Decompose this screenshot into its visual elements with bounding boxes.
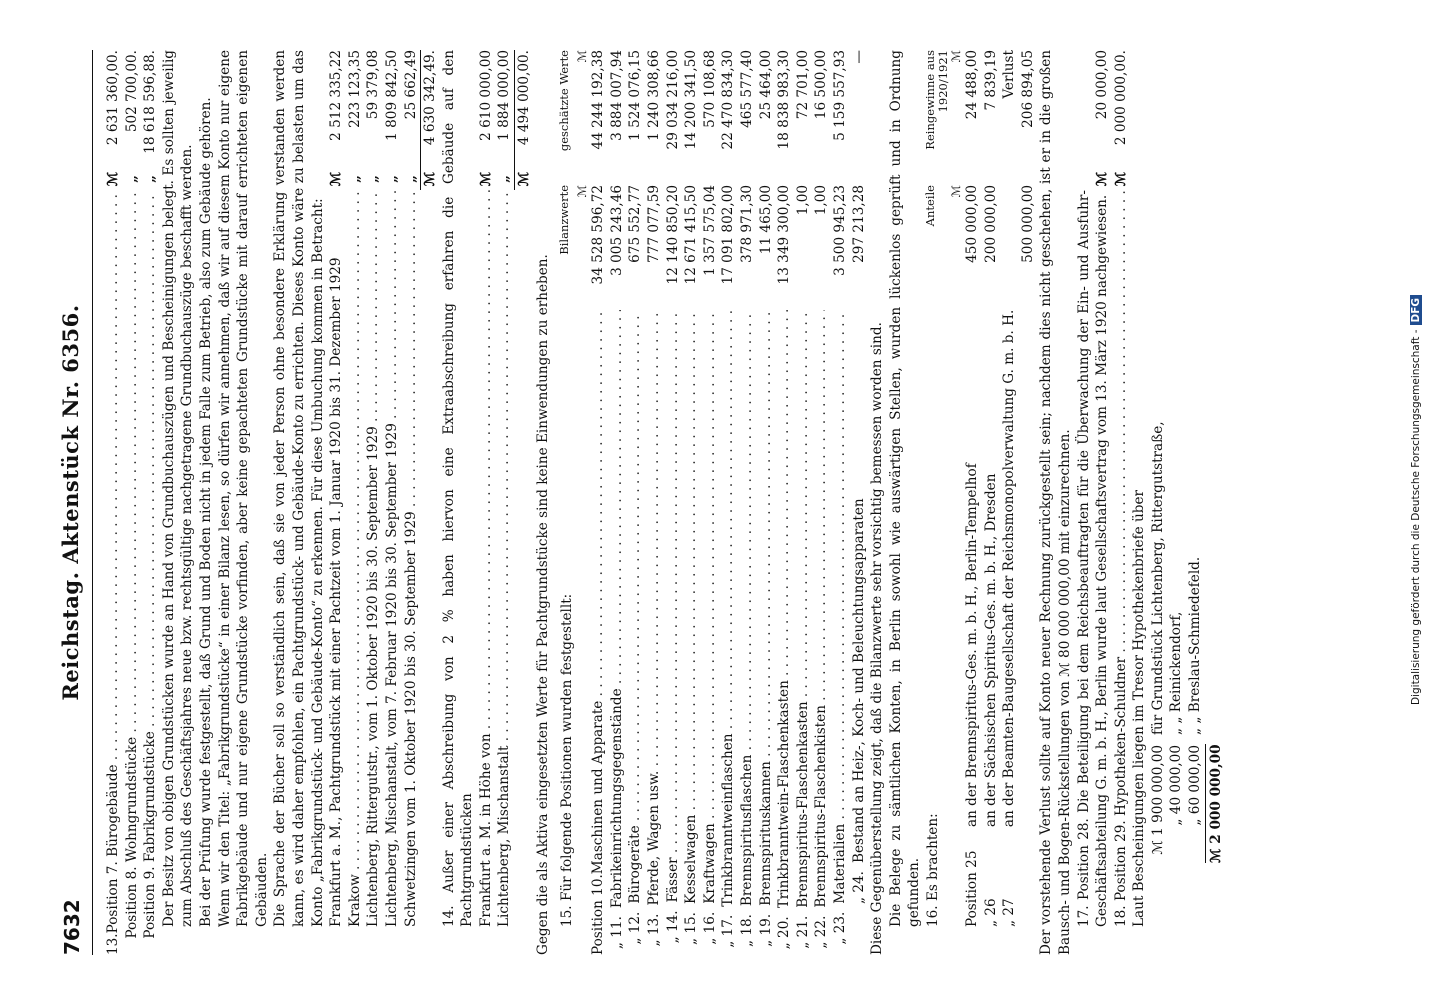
estimated-value: 44 244 192,38 bbox=[590, 50, 607, 150]
table-row bbox=[645, 50, 664, 955]
profit-value: 24 488,00 bbox=[963, 50, 980, 120]
table-row bbox=[719, 50, 738, 955]
page-title: Reichstag. Aktenstück Nr. 6356. bbox=[58, 304, 83, 701]
balance-value: 3 500 945,23 bbox=[831, 185, 848, 276]
position-label: Trinkbranntwein-Flaschenkasten . . . bbox=[775, 310, 794, 908]
balance-value: 12 671 415,50 bbox=[683, 185, 700, 285]
currency-symbol: „ bbox=[496, 175, 513, 183]
estimated-value: 5 159 557,93 bbox=[831, 50, 848, 141]
position-label: Brennspiritus-Flaschenkisten . . . bbox=[812, 310, 831, 908]
estimated-value: 18 838 983,30 bbox=[776, 50, 793, 150]
table-row bbox=[664, 50, 683, 955]
depreciation-total-row bbox=[514, 50, 534, 955]
currency-symbol: ℳ bbox=[328, 171, 345, 187]
amount: 1 884 000,00 bbox=[496, 50, 513, 141]
digitization-note bbox=[1410, 0, 1422, 1000]
currency-symbol: ℳ bbox=[420, 168, 440, 190]
balance-value: 11 465,00 bbox=[757, 185, 774, 255]
section-15 bbox=[558, 50, 924, 955]
position-number: Position 25 bbox=[963, 850, 980, 927]
column-header: Anteile bbox=[922, 185, 937, 227]
position-label: an der Brennspiritus-Ges. m. b. H., Berlin-Tempelhof bbox=[963, 463, 980, 827]
column-header: Bilanzwerte bbox=[557, 185, 572, 255]
mortgage-amount: „ 60 000,00 bbox=[1187, 745, 1204, 826]
section-intro: 15. Für folgende Positionen wurden festgestellt: bbox=[559, 593, 576, 927]
position-number: „ 17. bbox=[720, 914, 737, 948]
balance-value: 675 552,77 bbox=[627, 185, 644, 263]
paragraph: 17. Position 28. Die Beteiligung bei dem Reichsbeauftragten für die Überwachung der Ein- und Ausfuhr-Geschäftsabteilung G. m. b. H., Berlin wurde laut Gesellschaftsvertrag vom 13. März 1920 nachgewiesen. bbox=[1075, 190, 1111, 927]
lease-total-row bbox=[420, 50, 440, 955]
table-row bbox=[701, 50, 720, 955]
estimated-value: 1 524 076,15 bbox=[627, 50, 644, 141]
position-number: „ 22. bbox=[813, 915, 830, 949]
section-13 bbox=[104, 50, 440, 955]
table-row bbox=[982, 50, 1001, 955]
spacer bbox=[950, 310, 963, 955]
depreciation-total: 4 494 000,00. bbox=[514, 50, 534, 168]
document-body bbox=[104, 50, 1225, 955]
amount: 223 123,35 bbox=[346, 50, 363, 128]
page-header bbox=[58, 50, 93, 955]
paragraph: Bei der Prüfung wurde festgestellt, daß Grund und Boden nicht in jedem Falle zum Betrieb, also zum Gebäude gehören. bbox=[197, 97, 214, 927]
column-unit: ℳ bbox=[948, 50, 963, 63]
dfg-logo: DFG bbox=[1410, 295, 1422, 326]
balance-value: 1,00 bbox=[794, 185, 811, 216]
position-number: „ 12. bbox=[627, 911, 644, 945]
balance-value: 17 091 802,00 bbox=[720, 185, 737, 285]
currency-symbol: ℳ bbox=[105, 171, 121, 187]
position-label: Brennspiritusflaschen . . . bbox=[738, 310, 757, 906]
paragraph: Wenn wir den Titel: „Fabrikgrundstücke“ in einer Bilanz lesen, so dürfen wir annehmen, daß wir auf diesem Konto nur eigene Fabrikgebäude und nur eigene Grundstücke vorfinden, aber keine gepachteten Grundstücke mit darauf errichteten eigenen Gebäuden. bbox=[216, 50, 270, 927]
balance-value: 1,00 bbox=[813, 185, 830, 216]
profit-value: Verlust bbox=[1001, 50, 1018, 99]
estimated-value: 465 577,40 bbox=[739, 50, 755, 128]
balance-value: 378 971,30 bbox=[739, 185, 755, 263]
column-header: Reingewinne aus 1920/1921 bbox=[922, 50, 950, 150]
position-label: Maschinen und Apparate . . . bbox=[589, 310, 608, 874]
position-label: Kesselwagen . . . bbox=[682, 310, 701, 904]
estimated-value: 22 470 834,30 bbox=[720, 50, 737, 150]
lease-label: Frankfurt a. M., Pachtgrundstück mit einer Pachtzeit vom 1. Januar 1920 bis 31. Dezember 1929 bbox=[328, 257, 345, 927]
profit-value: 7 839,19 bbox=[982, 50, 999, 111]
currency-symbol: „ bbox=[365, 175, 382, 183]
position-label: Brennspirituskannen . . . bbox=[757, 310, 776, 906]
amount: 2 610 000,00 bbox=[477, 50, 494, 141]
table-row bbox=[1019, 50, 1038, 955]
lease-row bbox=[402, 50, 421, 955]
share-value: 500 000,00 bbox=[1019, 185, 1036, 263]
mortgage-amount: ℳ 1 900 000,00 bbox=[1149, 745, 1166, 855]
position-label: Position 7. Bürogebäude . . . bbox=[104, 190, 123, 933]
table-row bbox=[682, 50, 701, 955]
amount: 25 662,49 bbox=[402, 50, 419, 120]
currency-symbol: ℳ bbox=[1094, 171, 1111, 187]
depreciation-label: Lichtenberg, Mischanstalt . . . bbox=[495, 190, 514, 955]
lease-total: 4 630 342,49. bbox=[420, 50, 440, 168]
mortgage-total: ℳ 2 000 000,00 bbox=[1205, 744, 1226, 863]
table-row bbox=[608, 50, 627, 955]
position-label: an der Beamten-Baugesellschaft der Reichsmonopolverwaltung G. m. b. H. bbox=[1001, 310, 1018, 828]
currency-symbol: „ bbox=[402, 175, 419, 183]
position-number: „ 27 bbox=[1001, 898, 1018, 927]
position-number: „ 21. bbox=[794, 915, 811, 949]
paragraph: Die Belege zu sämtlichen Konten, in Berlin sowohl wie auswärtigen Stellen, wurden lückenlos geprüft und in Ordnung gefunden. bbox=[887, 50, 923, 927]
spacer bbox=[141, 939, 160, 955]
lease-row bbox=[327, 50, 346, 955]
position-label: Kraftwagen . . . bbox=[701, 310, 720, 904]
amount: 1 809 842,50 bbox=[383, 50, 400, 141]
paragraph: Die Sprache der Bücher soll so verständlich sein, daß sie von jeder Person ohne besondere Erklärung verstanden werden kann, es wird daher empfohlen, ein Pachtgrundstück- und Gebäude-Konto zu errichten. Dieses Konto wäre zu belasten um das Konto „Fabrikgrundstück- und Gebäude-Konto“ zu erkennen. Für diese Umbuchung kommen in Betracht: bbox=[272, 50, 326, 927]
table-row bbox=[775, 50, 794, 955]
lease-row bbox=[346, 50, 365, 955]
participation-row bbox=[1075, 50, 1112, 955]
table-row bbox=[738, 50, 757, 955]
balance-value: 12 140 850,20 bbox=[664, 185, 681, 285]
paragraph: 14. Außer einer Abschreibung von 2 % haben hiervon eine Extraabschreibung erfahren die Gebäude auf den Pachtgrundstücken bbox=[440, 50, 476, 927]
depreciation-row bbox=[477, 50, 496, 955]
mortgage-item bbox=[1186, 50, 1205, 955]
position-label: Bestand an Heiz-, Koch- und Beleuchtungsapparaten bbox=[850, 498, 867, 863]
currency-symbol: ℳ bbox=[514, 168, 534, 190]
asset-table bbox=[589, 50, 868, 955]
mortgage-label: 18. Position 29. Hypotheken-Schuldner . . . bbox=[1112, 190, 1131, 955]
lease-row bbox=[364, 50, 383, 955]
estimated-value: 29 034 216,00 bbox=[664, 50, 681, 150]
column-header: geschätzte Werte bbox=[557, 50, 572, 152]
position-number: „ 11. bbox=[608, 916, 625, 950]
column-unit: ℳ bbox=[948, 185, 963, 198]
currency-symbol: „ bbox=[346, 175, 363, 183]
currency-symbol: ℳ bbox=[477, 171, 494, 187]
table-row bbox=[963, 50, 982, 955]
position-row bbox=[104, 50, 123, 955]
estimated-value: 570 108,68 bbox=[701, 50, 718, 128]
position-label: Pferde, Wagen usw. . . . bbox=[645, 310, 664, 906]
position-number: „ 24. bbox=[850, 871, 867, 904]
balance-value: 13 349 300,00 bbox=[776, 185, 793, 285]
mortgage-item bbox=[1149, 50, 1168, 955]
mortgage-total-row bbox=[1205, 50, 1226, 955]
position-label: Position 8. Wohngrundstücke . . . bbox=[123, 190, 142, 939]
paragraph: Laut Bescheinigungen liegen im Tresor Hypothekenbriefe über bbox=[1131, 490, 1148, 927]
mortgage-amount: „ 40 000,00 bbox=[1168, 745, 1185, 826]
estimated-value: 72 701,00 bbox=[794, 50, 811, 120]
spacer bbox=[514, 190, 534, 955]
table-row bbox=[1000, 50, 1019, 955]
section-18 bbox=[1112, 50, 1226, 955]
table-row bbox=[831, 50, 850, 955]
currency-symbol: „ bbox=[142, 175, 159, 183]
position-row bbox=[141, 50, 160, 955]
depreciation-row bbox=[495, 50, 514, 955]
amount: 20 000,00 bbox=[1094, 50, 1111, 120]
position-label: Trinkbranntweinflaschen . . . bbox=[719, 310, 738, 907]
balance-value: 34 528 596,72 bbox=[590, 185, 607, 285]
position-number: „ 26 bbox=[982, 898, 999, 927]
position-number: „ 19. bbox=[757, 913, 774, 947]
estimated-value: 16 500,00 bbox=[813, 50, 830, 120]
table-row bbox=[589, 50, 608, 955]
mortgage-row bbox=[1112, 50, 1131, 955]
paragraph: Der vorstehende Verlust sollte auf Konto neuer Rechnung zurückgestellt sein; nachdem dies nicht geschehen, ist er in die großen Bausch- und Bogen-Rückstellungen von ℳ 80 000 000,00 mit einzurechnen. bbox=[1038, 50, 1073, 955]
position-label: Materialien . . . bbox=[831, 310, 850, 904]
table-row bbox=[794, 50, 813, 955]
lease-label: Schwetzingen vom 1. Oktober 1920 bis 30. September 1929 . . . bbox=[402, 190, 421, 955]
table-row bbox=[850, 50, 869, 955]
amount: 2 631 360,00. bbox=[105, 50, 121, 146]
lease-label: Lichtenberg, Rittergutstr., vom 1. Oktober 1920 bis 30. September 1929 . . . bbox=[364, 190, 383, 955]
position-label: Bürogeräte . . . bbox=[626, 310, 645, 904]
position-number: „ 15. bbox=[683, 912, 700, 945]
unit-row bbox=[576, 50, 589, 955]
lease-row bbox=[383, 50, 402, 955]
position-number: „ 16. bbox=[701, 911, 718, 945]
amount: 59 379,08 bbox=[365, 50, 382, 120]
balance-value: 297 213,28 bbox=[850, 185, 867, 263]
amount: 18 618 596,88. bbox=[142, 50, 159, 154]
position-row bbox=[123, 50, 142, 955]
spacer bbox=[123, 939, 142, 955]
position-number: „ 23. bbox=[831, 911, 848, 945]
position-label: an der Sächsischen Spiritus-Ges. m. b. H., Dresden bbox=[982, 473, 999, 827]
currency-symbol: ℳ bbox=[1112, 171, 1129, 187]
paragraph: Der Besitz von obigen Grundstücken wurde an Hand von Grundbuchauszügen und Bescheinigungen belegt. Es sollten jeweilig zum Abschluß des Geschäftsjahres neue bzw. rechtsgültige nachgetragene Grundbuchauszüge beschafft werden. bbox=[160, 50, 196, 927]
lease-label: Lichtenberg, Mischanstalt, vom 7. Februar 1920 bis 30. September 1929 . . . bbox=[383, 190, 402, 955]
profit-value: 206 894,05 bbox=[1019, 50, 1036, 128]
estimated-value: 25 464,00 bbox=[757, 50, 774, 120]
position-number: „ 14. bbox=[664, 910, 681, 944]
mortgage-property: „ „ Reinickendorf, bbox=[1168, 611, 1185, 735]
column-unit: ℳ bbox=[575, 185, 590, 198]
depreciation-label: Frankfurt a. M. in Höhe von . . . bbox=[477, 190, 496, 955]
share-value: 200 000,00 bbox=[982, 185, 999, 263]
position-number: „ 13. bbox=[646, 913, 663, 947]
paragraph: Diese Gegenüberstellung zeigt, daß die Bilanzwerte sehr vorsichtig bemessen worden sind. bbox=[869, 322, 886, 955]
amount: 2 512 335,22 bbox=[328, 50, 345, 141]
position-label: Position 9. Fabrikgrundstücke . . . bbox=[141, 190, 160, 939]
column-unit: ℳ bbox=[575, 50, 590, 63]
currency-symbol: „ bbox=[123, 175, 140, 183]
mortgage-property: „ „ Breslau-Schmiedefeld. bbox=[1187, 556, 1204, 735]
amount: 502 700,00. bbox=[123, 50, 140, 133]
lease-label: Krakow . . . bbox=[346, 190, 365, 955]
position-number: „ 18. bbox=[739, 914, 755, 948]
column-header-row bbox=[558, 50, 576, 955]
estimated-value: 3 884 007,94 bbox=[608, 50, 625, 141]
section-17 bbox=[1075, 50, 1112, 955]
unit-row bbox=[950, 50, 963, 955]
estimated-value: 1 240 308,66 bbox=[646, 50, 663, 141]
position-label: Fabrikeinrichtungsgegenstände . . . bbox=[608, 310, 627, 908]
paragraph: Gegen die als Aktiva eingesetzten Werte für Pachtgrundstücke sind keine Einwendungen zu erheben. bbox=[534, 254, 551, 955]
spacer bbox=[420, 190, 440, 955]
page-number: 7632 bbox=[60, 899, 84, 955]
table-row bbox=[626, 50, 645, 955]
table-row bbox=[812, 50, 831, 955]
amount: 2 000 000,00. bbox=[1112, 50, 1129, 146]
section-14 bbox=[440, 50, 553, 955]
estimated-value: — bbox=[850, 50, 867, 64]
section-number: 13. bbox=[105, 933, 121, 955]
position-number: „ 20. bbox=[776, 916, 793, 950]
balance-value: 777 077,59 bbox=[646, 185, 663, 263]
share-value: 450 000,00 bbox=[963, 185, 980, 263]
mortgage-property: für Grundstück Lichtenberg, Rittergutstraße, bbox=[1149, 421, 1166, 735]
estimated-value: 14 200 341,50 bbox=[683, 50, 700, 150]
share-value bbox=[1000, 185, 1019, 310]
mortgage-item bbox=[1167, 50, 1186, 955]
balance-value: 3 005 243,46 bbox=[608, 185, 625, 276]
position-number: Position 10. bbox=[590, 874, 607, 955]
position-label: Fässer . . . bbox=[664, 310, 683, 902]
section-intro: 16. Es brachten: bbox=[924, 813, 941, 927]
position-label: Brennspiritus-Flaschenkasten . . . bbox=[794, 310, 813, 908]
balance-value: 1 357 575,04 bbox=[701, 185, 718, 276]
section-16 bbox=[924, 50, 1075, 955]
position-number bbox=[1019, 827, 1038, 955]
column-header-row bbox=[924, 50, 950, 955]
currency-symbol: „ bbox=[383, 175, 400, 183]
table-row bbox=[757, 50, 776, 955]
position-label bbox=[1019, 310, 1038, 827]
spacer bbox=[576, 310, 589, 955]
digitization-text: Digitalisierung gefördert durch die Deutsche Forschungsgemeinschaft - bbox=[1410, 329, 1422, 706]
